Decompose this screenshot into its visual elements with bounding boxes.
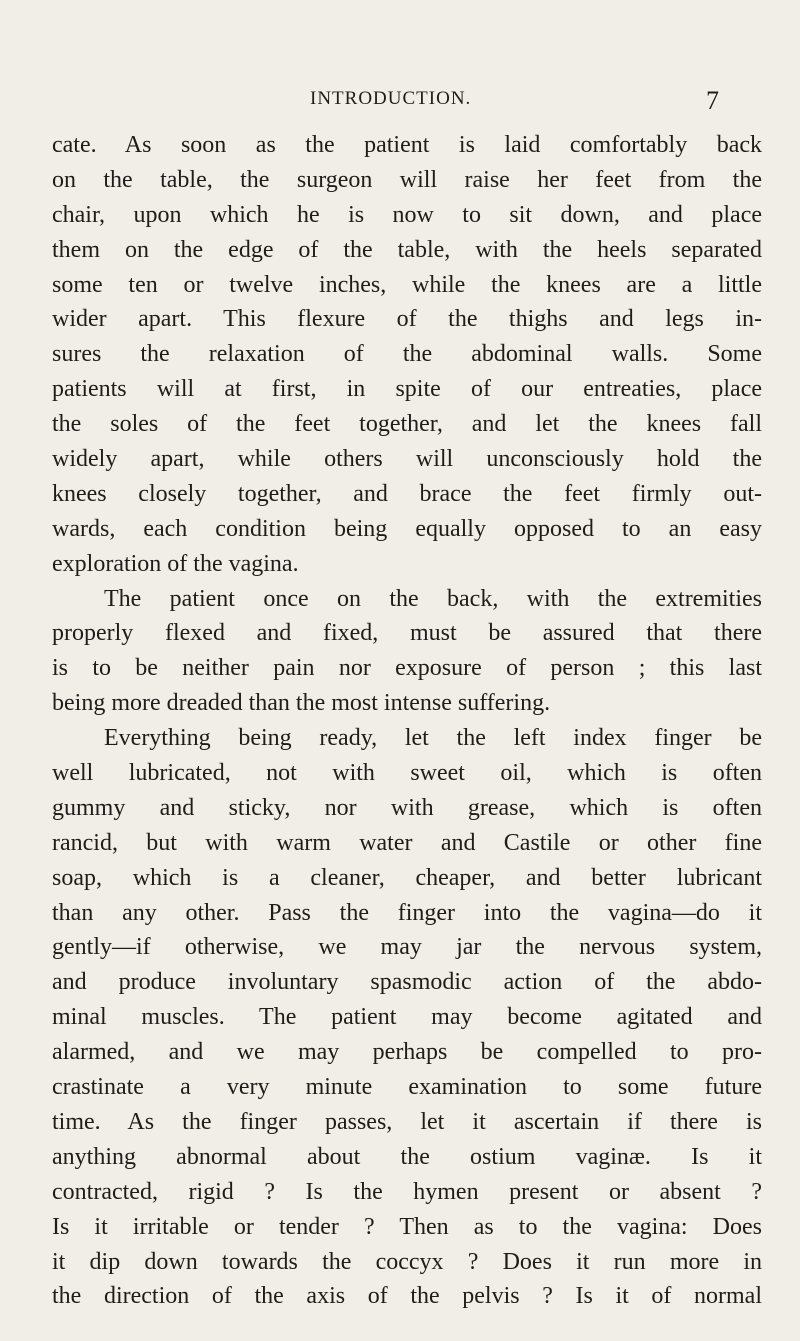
text-line: wider apart. This flexure of the thighs and legs in- [52,306,762,333]
text-line: and produce involuntary spasmodic action of the abdo- [52,969,762,996]
text-line: contracted, rigid ? Is the hymen present or absent ? [52,1178,762,1205]
text-line: Everything being ready, let the left index finger be [104,725,762,752]
text-line: them on the edge of the table, with the heels separated [52,236,762,263]
text-line: patients will at first, in spite of our entreaties, place [52,376,762,403]
text-line: rancid, but with warm water and Castile or other fine [52,829,762,856]
text-line: gently—if otherwise, we may jar the nervous system, [52,934,762,961]
text-line: anything abnormal about the ostium vaginæ. Is it [52,1143,762,1170]
text-line: gummy and sticky, nor with grease, which is often [52,794,762,821]
text-line: widely apart, while others will unconsciously hold the [52,446,762,473]
text-line: on the table, the surgeon will raise her feet from the [52,166,762,193]
text-line: it dip down towards the coccyx ? Does it run more in [52,1248,762,1275]
text-line: minal muscles. The patient may become agitated and [52,1004,762,1031]
text-line: chair, upon which he is now to sit down, and place [52,201,762,228]
text-line: the soles of the feet together, and let the knees fall [52,411,762,438]
text-line: wards, each condition being equally opposed to an easy [52,515,762,542]
text-line: properly flexed and fixed, must be assured that there [52,620,762,647]
text-line: The patient once on the back, with the extremities [104,585,762,612]
body-text [52,128,762,1314]
text-line: knees closely together, and brace the feet firmly out- [52,480,762,507]
text-line: than any other. Pass the finger into the vagina—do it [52,899,762,926]
text-line: being more dreaded than the most intense suffering. [52,690,551,717]
text-line: time. As the finger passes, let it ascertain if there is [52,1108,762,1135]
text-line: well lubricated, not with sweet oil, which is often [52,760,762,787]
text-line: sures the relaxation of the abdominal walls. Some [52,341,762,368]
text-line: exploration of the vagina. [52,550,299,577]
text-line: Is it irritable or tender ? Then as to the vagina: Does [52,1213,762,1240]
text-line: some ten or twelve inches, while the knees are a little [52,271,762,298]
running-title: INTRODUCTION. [310,88,472,109]
text-line: soap, which is a cleaner, cheaper, and better lubricant [52,864,762,891]
text-line: is to be neither pain nor exposure of person ; this last [52,655,762,682]
text-line: cate. As soon as the patient is laid comfortably back [52,132,762,158]
text-line: the direction of the axis of the pelvis ? Is it of normal [52,1283,762,1310]
text-line: crastinate a very minute examination to some future [52,1074,762,1101]
page-number: 7 [706,86,719,115]
text-line: alarmed, and we may perhaps be compelled to pro- [52,1039,762,1066]
